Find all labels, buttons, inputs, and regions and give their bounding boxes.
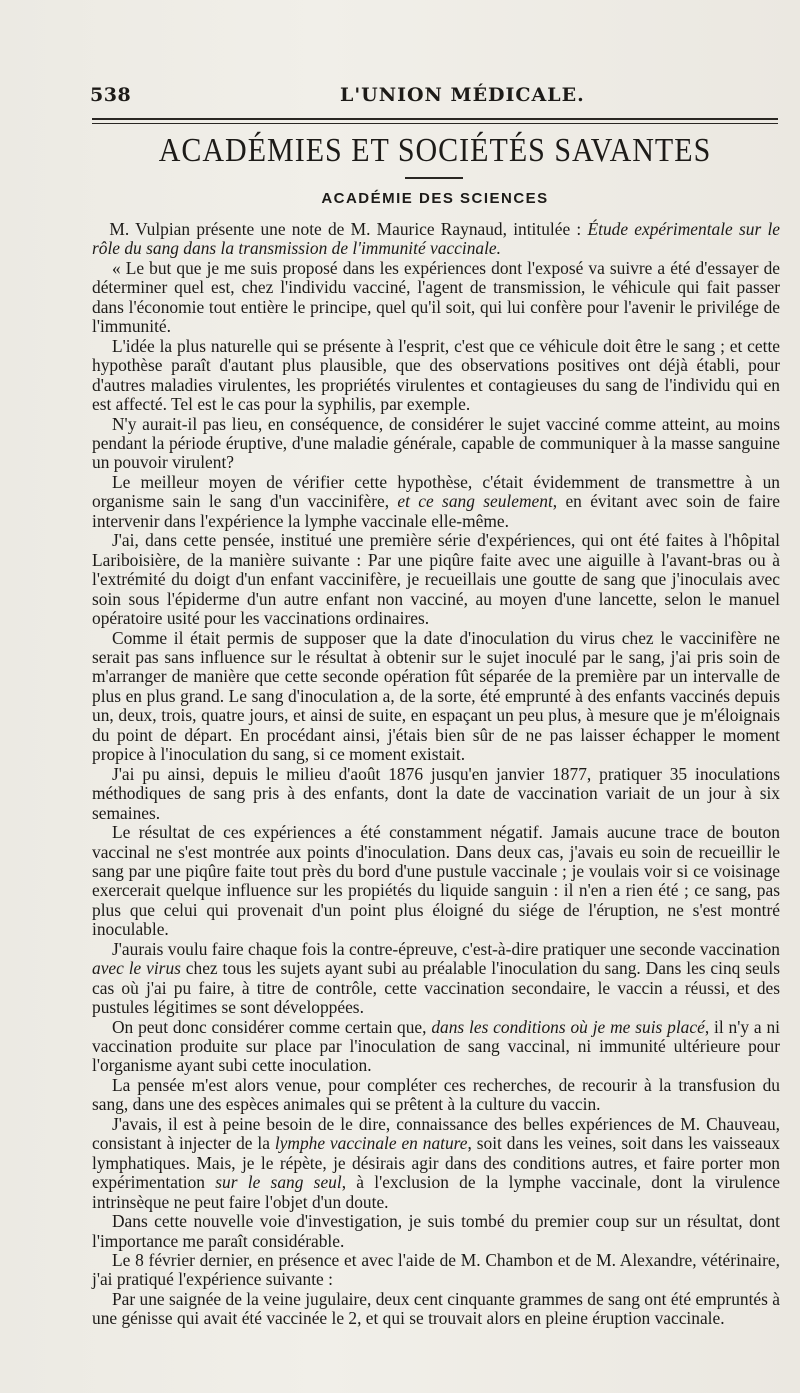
paragraph-text: Par une saignée de la veine jugulaire, deux cent cinquante grammes de sang ont été empruntés à une génisse qui avait été vaccinée le 2, et qui se trouvait alors en pleine éruption vaccinale.	[92, 1288, 780, 1329]
italic-text: avec le virus	[92, 958, 181, 979]
paragraph-text: La pensée m'est alors venue, pour compléter ces recherches, de recourir à la transfusion du sang, dans une des espèces animales qui se prêtent à la culture du vaccin.	[92, 1074, 780, 1115]
header-rule-thin	[92, 123, 778, 124]
header-rule	[92, 118, 778, 120]
intro-text: M. Vulpian présente une note de M. Maurice Raynaud, intitulée :	[109, 219, 582, 239]
paragraph-text: , il n'y a ni vaccination produite sur place par l'inoculation de sang vaccinal, ni immunité ultérieure pour l'organisme ayant subi cette inoculation.	[92, 1016, 780, 1076]
body-paragraph	[92, 765, 780, 823]
paragraph-text: « Le but que je me suis proposé dans les expériences dont l'exposé va suivre a été d'essayer de déterminer quel est, chez l'individu vacciné, l'agent de transmission, le véhicule qui fait passer dans l'économie tout entière le principe, quel qu'il soit, qui lui confère pour l'avenir le privilége de l'immunité.	[92, 257, 780, 337]
paragraph-text: L'idée la plus naturelle qui se présente à l'esprit, c'est que ce véhicule doit être le sang ; et cette hypothèse paraît d'autant plus plausible, que des observations positives ont déjà établi, pour d'autres maladies virulentes, les propriétés virulentes et contagieuses du sang de l'individu qui en est affecté. Tel est le cas pour la syphilis, par exemple.	[92, 335, 780, 415]
body-paragraph	[92, 473, 780, 531]
italic-text: sur le sang seul	[215, 1172, 342, 1193]
section-subtitle: ACADÉMIE DES SCIENCES	[321, 190, 549, 207]
body-paragraph	[92, 337, 780, 415]
paragraph-text: Le meilleur moyen de vérifier cette hypothèse, c'était évidemment de transmettre à un organisme sain le sang d'un vaccinifère,	[92, 471, 780, 512]
body-paragraph	[92, 1251, 780, 1290]
body-paragraph	[92, 1115, 780, 1212]
paragraph-text: N'y aurait-il pas lieu, en conséquence, de considérer le sujet vacciné comme atteint, au moins pendant la période éruptive, d'une maladie générale, capable de communiquer à la masse sanguine un pouvoir virulent?	[92, 413, 780, 473]
page-header	[90, 84, 780, 114]
paragraph-text: On peut donc considérer comme certain que,	[112, 1016, 432, 1037]
body-paragraph	[92, 415, 780, 473]
title-divider	[405, 177, 463, 179]
paragraph-text: J'avais, il est à peine besoin de le dire, connaissance des belles expériences de M. Chauveau, consistant à injecter de la	[92, 1113, 780, 1154]
italic-text: dans les conditions où je me suis placé	[431, 1016, 705, 1037]
paragraph-text: , en évitant avec soin de faire intervenir dans l'expérience la lymphe vaccinale elle-même.	[92, 491, 780, 531]
body-paragraph	[92, 940, 780, 1018]
running-head: L'UNION MÉDICALE.	[340, 84, 585, 106]
paragraph-list	[92, 259, 780, 1329]
intro-paragraph	[92, 220, 780, 259]
body-paragraph	[92, 1018, 780, 1076]
paragraph-text: , à l'exclusion de la lymphe vaccinale, dont la virulence intrinsèque ne peut faire l'objet d'un doute.	[92, 1172, 780, 1212]
body-paragraph	[92, 1076, 780, 1115]
body-paragraph	[92, 259, 780, 337]
paragraph-text: Le résultat de ces expériences a été constamment négatif. Jamais aucune trace de bouton vaccinal ne s'est montrée aux points d'inoculation. Dans deux cas, j'avais eu soin de recueillir le sang par une piqûre faite tout près du bord d'une pustule vaccinale ; je voulais voir si ce voisinage exercerait quelque influence sur les propiétés du liquide sanguin : il n'en a rien été ; ce sang, pas plus que celui qui provenait d'un point plus éloigné du siége de l'éruption, ne s'est montré inoculable.	[92, 822, 780, 940]
paragraph-text: , soit dans les veines, soit dans les vaisseaux lymphatiques. Mais, je le répète, je désirais agir dans des conditions autres, et faire porter mon expérimentation	[92, 1133, 780, 1193]
body-paragraph	[92, 823, 780, 940]
body-paragraph	[92, 1212, 780, 1251]
section-title: ACADÉMIES ET SOCIÉTÉS SAVANTES	[158, 131, 712, 169]
article-body	[92, 220, 780, 1329]
body-paragraph	[92, 1290, 780, 1329]
paragraph-text: Comme il était permis de supposer que la date d'inoculation du virus chez le vaccinifère ne serait pas sans influence sur le résultat à obtenir sur le sujet inoculé par le sang, j'ai pris soin de m'arranger de manière que cette seconde opération fût séparée de la première par un intervalle de plus en plus grand. Le sang d'inoculation a, de la sorte, été emprunté à des enfants vaccinés depuis un, deux, trois, quatre jours, et ainsi de suite, en espaçant un peu plus, à mesure que je m'éloignais du point de départ. En procédant ainsi, j'étais bien sûr de ne pas laisser échapper le moment propice à l'inoculation du sang, si ce moment existait.	[92, 627, 780, 765]
paragraph-text: J'aurais voulu faire chaque fois la contre-épreuve, c'est-à-dire pratiquer une seconde vaccination	[112, 938, 780, 959]
paragraph-text: Dans cette nouvelle voie d'investigation, je suis tombé du premier coup sur un résultat, dont l'importance me paraît considérable.	[92, 1211, 780, 1251]
italic-text: et ce sang seulement	[397, 491, 553, 512]
body-paragraph	[92, 531, 780, 628]
paragraph-text: J'ai, dans cette pensée, institué une première série d'expériences, qui ont été faites à l'hôpital Lariboisière, de la manière suivante : Par une piqûre faite avec une aiguille à l'avant-bras ou à l'extrémité du doigt d'un enfant vaccinifère, je recueillais une goutte de sang que j'inoculais avec soin sous l'épiderme d'un autre enfant non vacciné, au moyen d'une lancette, selon le manuel opératoire usité pour les vaccinations ordinaires.	[92, 530, 780, 629]
paragraph-text: J'ai pu ainsi, depuis le milieu d'août 1876 jusqu'en janvier 1877, pratiquer 35 inoculations méthodiques de sang pris à des enfants, dont la date de vaccination variait de un jour à six semaines.	[92, 763, 780, 823]
body-paragraph	[92, 629, 780, 765]
page-number: 538	[90, 84, 132, 106]
intro-article-title: Étude expérimentale sur le rôle du sang dans la transmission de l'immunité vaccinale.	[92, 219, 781, 259]
paragraph-text: Le 8 février dernier, en présence et avec l'aide de M. Chambon et de M. Alexandre, vétérinaire, j'ai pratiqué l'expérience suivante :	[92, 1250, 780, 1290]
paragraph-text: chez tous les sujets ayant subi au préalable l'inoculation du sang. Dans les cinq seuls cas où j'ai pu faire, à titre de contrôle, cette vaccination secondaire, le vaccin a réussi, et des pustules légitimes se sont développées.	[92, 958, 781, 1018]
italic-text: lymphe vaccinale en nature	[274, 1133, 468, 1154]
